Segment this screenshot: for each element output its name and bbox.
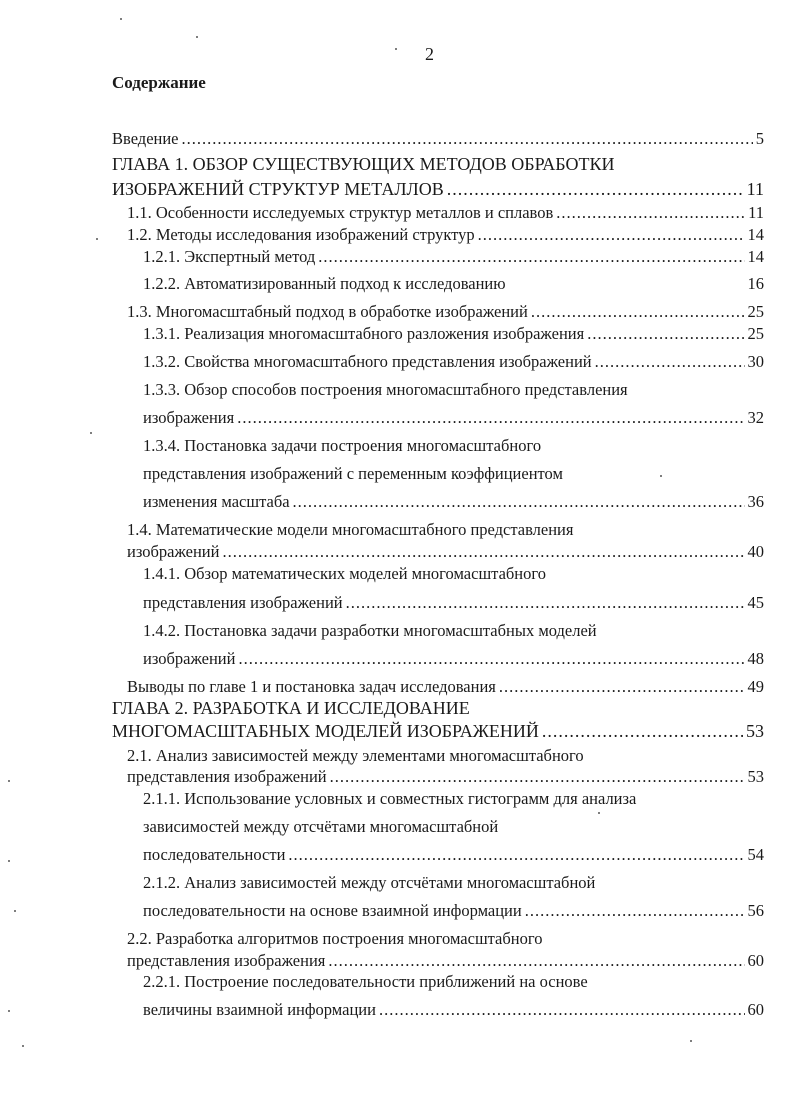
toc-entry-text: 1.2.1. Экспертный метод <box>143 247 316 266</box>
leader-dots <box>328 950 744 972</box>
toc-chapter-2 <box>112 720 764 742</box>
toc-entry-1-4-1-line-1 <box>143 563 546 585</box>
toc-entry-text: ИЗОБРАЖЕНИЙ СТРУКТУР МЕТАЛЛОВ <box>112 179 444 199</box>
leader-dots <box>542 720 743 742</box>
toc-entry-page: 5 <box>755 129 764 148</box>
scan-speck <box>196 36 198 38</box>
toc-entry-text: 1.3.3. Обзор способов построения многомасштабного представления <box>143 380 628 399</box>
toc-entry-2-1-2 <box>143 900 764 922</box>
toc-entry-text: последовательности на основе взаимной информации <box>143 901 522 920</box>
leader-dots <box>237 407 744 429</box>
toc-entry-page: 11 <box>746 179 764 199</box>
toc-entry-page: 25 <box>747 324 764 343</box>
toc-entry-1-3-4-line-2 <box>143 463 563 485</box>
toc-entry-text: 2.1.2. Анализ зависимостей между отсчётами многомасштабной <box>143 873 596 892</box>
scan-speck <box>690 1040 692 1042</box>
leader-dots <box>478 224 745 246</box>
toc-chapter-1-line-1 <box>112 153 615 175</box>
scan-speck <box>598 812 600 814</box>
scan-speck <box>8 780 10 782</box>
toc-entry-2-2-1-line-1 <box>143 971 588 993</box>
toc-entry-2-1-1-line-1 <box>143 788 636 810</box>
toc-entry-text: 2.1. Анализ зависимостей между элементами многомасштабного <box>127 746 584 765</box>
leader-dots <box>525 900 745 922</box>
leader-dots <box>222 541 744 563</box>
scan-speck <box>22 1045 24 1047</box>
toc-entry-page: 30 <box>747 352 764 371</box>
scan-speck <box>96 238 98 240</box>
toc-entry-text: представления изображения <box>127 951 326 970</box>
toc-entry-2-2-line-1 <box>127 928 542 950</box>
leader-dots <box>587 323 744 345</box>
toc-entry-text: ГЛАВА 2. РАЗРАБОТКА И ИССЛЕДОВАНИЕ <box>112 698 470 718</box>
toc-entry-page: 56 <box>747 901 764 920</box>
scan-speck <box>120 18 122 20</box>
toc-chapter-2-line-1 <box>112 697 470 719</box>
toc-entry-text: Введение <box>112 129 179 148</box>
leader-dots <box>182 128 753 150</box>
toc-entry-2-1-2-line-1 <box>143 872 595 894</box>
toc-entry-text: 2.2.1. Построение последовательности приближений на основе <box>143 972 588 991</box>
toc-entry-page: 48 <box>747 649 764 668</box>
leader-dots <box>379 999 745 1021</box>
toc-entry-1-2 <box>127 224 764 246</box>
toc-entry-text: 1.4. Математические модели многомасштабного представления <box>127 520 574 539</box>
toc-entry-2-1 <box>127 766 764 788</box>
scan-speck <box>660 475 662 477</box>
scan-speck <box>8 1010 10 1012</box>
toc-entry-text: представления изображений с переменным коэффициентом <box>143 464 563 483</box>
toc-entry-text: 2.2. Разработка алгоритмов построения многомасштабного <box>127 929 543 948</box>
toc-entry-text: представления изображений <box>127 767 327 786</box>
toc-entry-page: 45 <box>747 593 764 612</box>
toc-chapter-1 <box>112 178 764 200</box>
leader-dots <box>346 592 745 614</box>
toc-entry-1-4-line-1 <box>127 519 573 541</box>
toc-entry-text: МНОГОМАСШТАБНЫХ МОДЕЛЕЙ ИЗОБРАЖЕНИЙ <box>112 721 539 741</box>
toc-entry-1-1 <box>127 202 764 224</box>
leader-dots <box>330 766 745 788</box>
toc-entry-text: 1.4.2. Постановка задачи разработки многомасштабных моделей <box>143 621 597 640</box>
toc-entry-text: изменения масштаба <box>143 492 290 511</box>
toc-entry-page: 11 <box>748 203 764 222</box>
toc-entry-text: изображения <box>143 408 235 427</box>
toc-entry-page: 36 <box>747 492 764 511</box>
leader-dots <box>499 676 745 698</box>
toc-entry-text: 1.3. Многомасштабный подход в обработке изображений <box>127 302 528 321</box>
leader-dots <box>293 491 745 513</box>
toc-entry-2-2 <box>127 950 764 972</box>
leader-dots <box>531 301 745 323</box>
toc-entry-page: 54 <box>747 845 764 864</box>
toc-entry-page: 53 <box>747 767 764 786</box>
toc-entry-text: 1.2. Методы исследования изображений структур <box>127 225 475 244</box>
toc-entry-1-3-2 <box>143 351 764 373</box>
scan-speck <box>395 48 397 50</box>
toc-entry-text: 1.1. Особенности исследуемых структур металлов и сплавов <box>127 203 554 222</box>
toc-entry-page: 40 <box>747 542 764 561</box>
toc-entry-page: 14 <box>747 247 764 266</box>
leader-dots <box>238 648 744 670</box>
toc-entry-1-3-4 <box>143 491 764 513</box>
toc-entry-text: 1.3.1. Реализация многомасштабного разложения изображения <box>143 324 585 343</box>
toc-entry-text: представления изображений <box>143 593 343 612</box>
toc-entry-text: 1.3.2. Свойства многомасштабного представления изображений <box>143 352 592 371</box>
toc-entry-text: 1.2.2. Автоматизированный подход к исследованию <box>143 274 506 293</box>
toc-entry-text: изображений <box>127 542 220 561</box>
toc-entry-page: 60 <box>747 951 764 970</box>
toc-entry-intro <box>112 128 764 150</box>
toc-entry-2-1-line-1 <box>127 745 584 767</box>
toc-entry-page: 53 <box>746 721 764 741</box>
leader-dots <box>595 351 745 373</box>
toc-entry-1-3 <box>127 301 764 323</box>
toc-entry-1-4-2 <box>143 648 764 670</box>
toc-entry-1-4-2-line-1 <box>143 620 597 642</box>
toc-entry-1-3-3 <box>143 407 764 429</box>
toc-entry-text: 1.3.4. Постановка задачи построения многомасштабного <box>143 436 542 455</box>
toc-entry-1-3-3-line-1 <box>143 379 628 401</box>
toc-entry-text: ГЛАВА 1. ОБЗОР СУЩЕСТВУЮЩИХ МЕТОДОВ ОБРАБОТКИ <box>112 154 615 174</box>
page-number: 2 <box>425 44 434 64</box>
toc-entry-1-4 <box>127 541 764 563</box>
toc-entry-2-1-1-line-2 <box>143 816 498 838</box>
toc-entry-text: Выводы по главе 1 и постановка задач исследования <box>127 677 496 696</box>
toc-entry-1-4-1 <box>143 592 764 614</box>
page-title: Содержание <box>112 73 206 92</box>
leader-dots <box>556 202 745 224</box>
toc-entry-text: величины взаимной информации <box>143 1000 376 1019</box>
toc-entry-1-3-1 <box>143 323 764 345</box>
toc-entry-page: 49 <box>747 677 764 696</box>
toc-entry-text: 2.1.1. Использование условных и совместных гистограмм для анализа <box>143 789 637 808</box>
leader-dots <box>318 246 744 268</box>
toc-entry-1-2-1 <box>143 246 764 268</box>
toc-entry-1-2-2 <box>143 273 764 295</box>
toc-entry-text: изображений <box>143 649 236 668</box>
toc-entry-1-3-4-line-1 <box>143 435 541 457</box>
toc-entry-2-1-1 <box>143 844 764 866</box>
toc-entry-2-2-1 <box>143 999 764 1021</box>
leader-dots <box>447 178 744 200</box>
scan-speck <box>14 910 16 912</box>
toc-entry-conclusions-1 <box>127 676 764 698</box>
leader-dots <box>288 844 744 866</box>
toc-entry-page: 60 <box>747 1000 764 1019</box>
toc-entry-text: последовательности <box>143 845 286 864</box>
toc-entry-page: 16 <box>747 274 764 293</box>
toc-entry-page: 32 <box>747 408 764 427</box>
scan-speck <box>90 432 92 434</box>
scan-speck <box>8 860 10 862</box>
toc-entry-text: зависимостей между отсчётами многомасштабной <box>143 817 499 836</box>
toc-entry-text: 1.4.1. Обзор математических моделей многомасштабного <box>143 564 546 583</box>
toc-entry-page: 25 <box>747 302 764 321</box>
toc-entry-page: 14 <box>747 225 764 244</box>
